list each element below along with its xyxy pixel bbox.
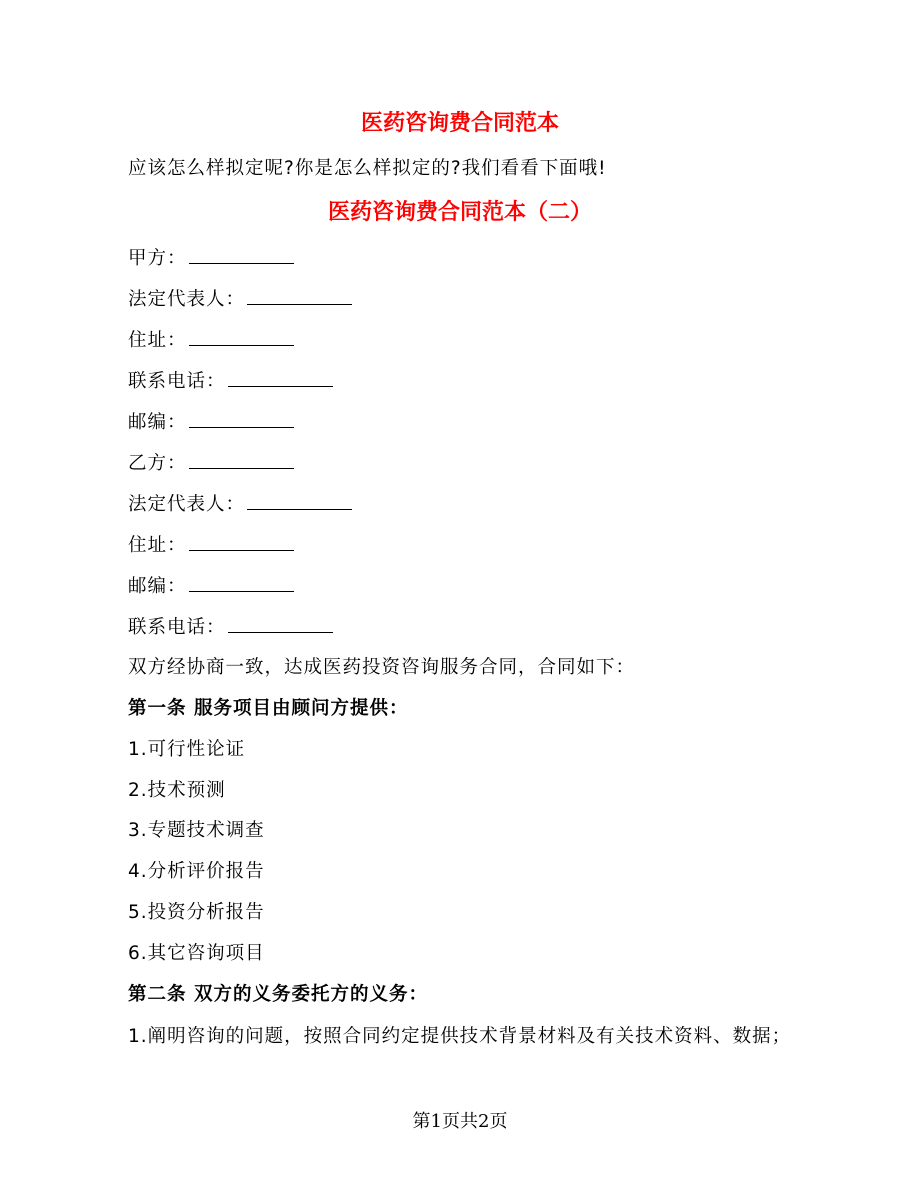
party-b-rep-row: [128, 491, 352, 518]
party-b-postcode-row: [128, 573, 294, 600]
party-b-postcode-label: 邮编：: [128, 576, 187, 597]
party-a-rep-blank: [247, 286, 352, 305]
party-b-phone-blank: [228, 614, 333, 633]
party-a-postcode-blank: [189, 409, 294, 428]
party-a-address-label: 住址：: [128, 330, 187, 351]
party-a-phone-row: [128, 368, 333, 395]
party-b-phone-label: 联系电话：: [128, 617, 226, 638]
article-1-item: 5.投资分析报告: [128, 902, 265, 923]
article-1-item: 3.专题技术调查: [128, 820, 265, 841]
article-1-item: 6.其它咨询项目: [128, 943, 265, 964]
party-a-rep-row: [128, 286, 352, 313]
article-2-item: 1.阐明咨询的问题，按照合同约定提供技术背景材料及有关技术资料、数据；: [128, 1026, 792, 1047]
party-a-phone-label: 联系电话：: [128, 371, 226, 392]
party-a-address-blank: [189, 327, 294, 346]
party-a-name-blank: [189, 245, 294, 264]
party-b-postcode-blank: [189, 573, 294, 592]
agreement-text: 双方经协商一致，达成医药投资咨询服务合同，合同如下：: [128, 657, 636, 678]
article-1-item: 4.分析评价报告: [128, 861, 265, 882]
party-b-rep-label: 法定代表人：: [128, 494, 246, 515]
article-1-heading: 第一条 服务项目由顾问方提供：: [128, 698, 409, 719]
party-a-phone-blank: [228, 368, 333, 387]
article-1-item: 2.技术预测: [128, 780, 226, 801]
article-1-item: 1.可行性论证: [128, 739, 246, 760]
party-b-address-blank: [189, 532, 294, 551]
article-2-heading: 第二条 双方的义务委托方的义务：: [128, 984, 428, 1005]
party-a-postcode-row: [128, 409, 294, 436]
intro-text: 应该怎么样拟定呢?你是怎么样拟定的?我们看看下面哦!: [128, 158, 607, 179]
party-a-postcode-label: 邮编：: [128, 412, 187, 433]
document-title: 医药咨询费合同范本: [360, 110, 559, 136]
party-b-phone-row: [128, 614, 333, 641]
party-b-name-label: 乙方：: [128, 453, 187, 474]
party-b-address-row: [128, 532, 294, 559]
party-a-name-label: 甲方：: [128, 248, 187, 269]
document-subtitle: 医药咨询费合同范本（二）: [327, 199, 592, 225]
party-a-address-row: [128, 327, 294, 354]
party-a-name-row: [128, 245, 294, 272]
party-b-rep-blank: [247, 491, 352, 510]
party-b-name-row: [128, 450, 294, 477]
page-footer: 第1页共2页: [412, 1111, 508, 1132]
party-a-rep-label: 法定代表人：: [128, 289, 246, 310]
party-b-name-blank: [189, 450, 294, 469]
party-b-address-label: 住址：: [128, 535, 187, 556]
